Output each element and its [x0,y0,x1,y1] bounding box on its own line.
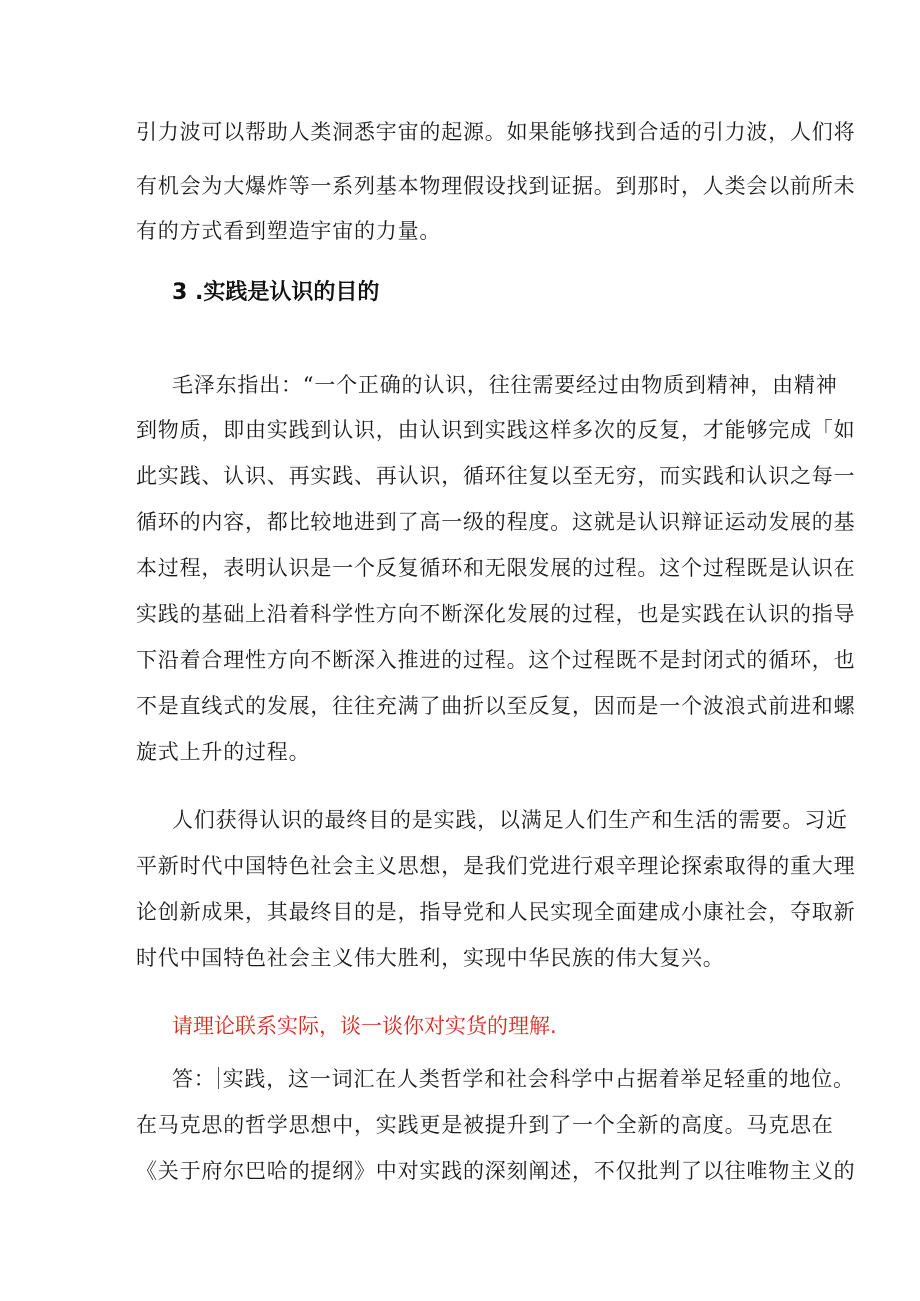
paragraph-2-line-5: 本过程，表明认识是一个反复循环和无限发展的过程。这个过程既是认识在 [136,556,856,580]
section-heading: 3 .实践是认识的目的 [172,280,380,305]
paragraph-1-line-3: 有的方式看到塑造宇宙的力量。 [136,219,442,243]
paragraph-3-line-1: 人们获得认识的最终目的是实践，以满足人们生产和生活的需要。习近 [172,808,848,832]
answer-first-text: 实践，这一词汇在人类哲学和社会科学中占据着举足轻重的地位。 [222,1067,855,1091]
paragraph-1-line-1: 引力波可以帮助人类洞悉宇宙的起源。如果能够找到合适的引力波，人们将 [136,120,856,144]
question-prompt: 请理论联系实际，谈一谈你对实货的理解. [172,1014,557,1038]
paragraph-2-line-1: 毛泽东指出：“一个正确的认识，往往需要经过由物质到精神，由精神 [172,373,838,397]
answer-line-3: 《关于府尔巴哈的提纲》中对实践的深刻阐述，不仅批判了以往唯物主义的 [136,1159,856,1183]
paragraph-2-line-7: 下沿着合理性方向不断深入推进的过程。这个过程既不是封闭式的循环，也 [136,648,856,672]
paragraph-3-line-3: 论创新成果，其最终目的是，指导党和人民实现全面建成小康社会，夺取新 [136,900,856,924]
paragraph-2-line-4: 循环的内容，都比较地进到了高一级的程度。这就是认识辩证运动发展的基 [136,510,856,534]
answer-line-2: 在马克思的哲学思想中，实践更是被提升到了一个全新的高度。马克思在 [136,1113,834,1137]
paragraph-3-line-4: 时代中国特色社会主义伟大胜利，实现中华民族的伟大复兴。 [136,946,725,970]
paragraph-3-line-2: 平新时代中国特色社会主义思想，是我们党进行艰辛理论探索取得的重大理 [136,854,856,878]
answer-label: 答： [172,1067,216,1091]
paragraph-2-line-3: 此实践、认识、再实践、再认识，循环往复以至无穷，而实践和认识之每一 [136,464,856,488]
paragraph-2-line-9: 旋式上升的过程。 [136,740,311,764]
text-cursor [218,1067,219,1089]
paragraph-2-line-6: 实践的基础上沿着科学性方向不断深化发展的过程，也是实践在认识的指导 [136,602,856,626]
answer-line-1 [172,1064,855,1094]
paragraph-2-line-8: 不是直线式的发展，往往充满了曲折以至反复，因而是一个波浪式前进和螺 [136,694,856,718]
paragraph-1-line-2: 有机会为大爆炸等一系列基本物理假设找到证据。到那时，人类会以前所未 [136,174,856,198]
paragraph-2-line-2: 到物质，即由实践到认识，由认识到实践这样多次的反复，才能够完成「如 [136,418,856,442]
